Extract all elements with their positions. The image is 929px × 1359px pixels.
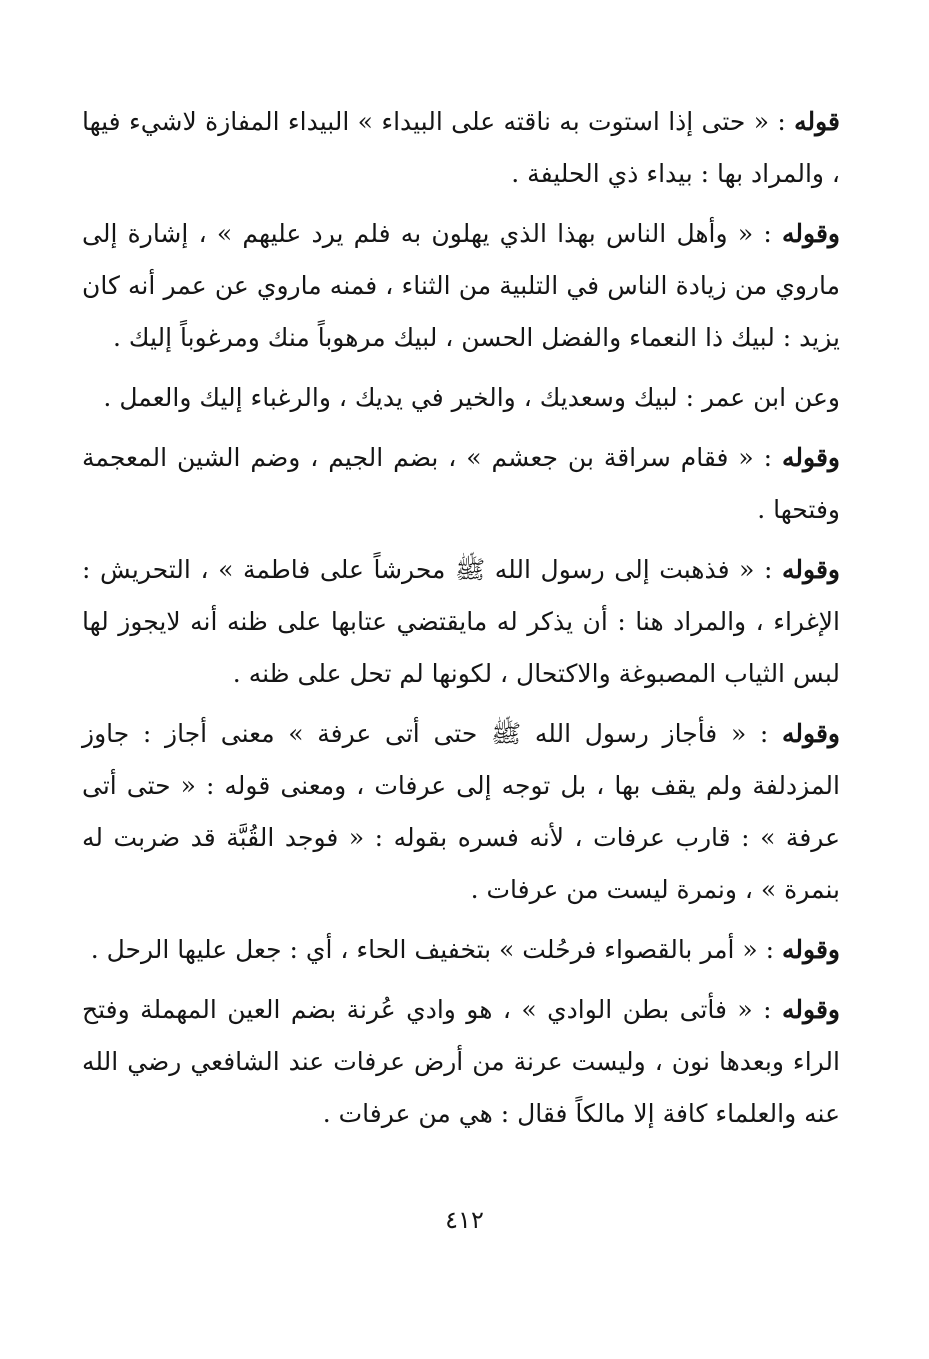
paragraph	[82, 984, 840, 1140]
paragraph-text: وعن ابن عمر : لبيك وسعديك ، والخير في يديك ، والرغباء إليك والعمل .	[103, 383, 840, 412]
paragraph	[82, 432, 840, 536]
paragraph-text: : « وأهل الناس بهذا الذي يهلون به فلم يرد عليهم » ، إشارة إلى ماروي من زيادة الناس في التلبية من الثناء ، فمنه ماروي عن عمر أنه كان يزيد : لبيك ذا النعماء والفضل الحسن ، لبيك مرهوباً منك ومرغوباً إليك .	[82, 219, 840, 352]
paragraph-lead: وقوله	[782, 719, 840, 748]
paragraph	[82, 544, 840, 700]
paragraph	[82, 96, 840, 200]
paragraph-text: : « حتى إذا استوت به ناقته على البيداء » البيداء المفازة لاشيء فيها ، والمراد بها : بيداء ذي الحليفة .	[82, 107, 840, 188]
paragraph-lead: وقوله	[782, 935, 840, 964]
paragraph-lead: وقوله	[782, 555, 840, 584]
paragraph-lead: قوله	[794, 107, 840, 136]
paragraph	[82, 208, 840, 364]
paragraph	[82, 372, 840, 424]
paragraph-text: : « أمر بالقصواء فرحُلت » بتخفيف الحاء ، أي : جعل عليها الرحل .	[90, 935, 783, 964]
paragraph-lead: وقوله	[782, 219, 840, 248]
paragraph-lead: وقوله	[782, 995, 840, 1024]
paragraph-lead: وقوله	[782, 443, 840, 472]
paragraph-text: : « فأتى بطن الوادي » ، هو وادي عُرنة بضم العين المهملة وفتح الراء وبعدها نون ، وليست عرنة من أرض عرفات عند الشافعي رضي الله عنه والعلماء كافة إلا مالكاً فقال : هي من عرفات .	[82, 995, 840, 1128]
paragraph	[82, 924, 840, 976]
body-text	[82, 96, 840, 1148]
page-number: ٤١٢	[445, 1206, 484, 1234]
paragraph-text: : « فذهبت إلى رسول الله ﷺ محرشاً على فاطمة » ، التحريش : الإغراء ، والمراد هنا : أن يذكر له مايقتضي عتابها على ظنه أنه لايجوز لها لبس الثياب المصبوغة والاكتحال ، لكونها لم تحل على ظنه .	[82, 555, 840, 688]
paragraph-text: : « فقام سراقة بن جعشم » ، بضم الجيم ، وضم الشين المعجمة وفتحها .	[82, 443, 840, 524]
paragraph-text: : « فأجاز رسول الله ﷺ حتى أتى عرفة » معنى أجاز : جاوز المزدلفة ولم يقف بها ، بل توجه إلى عرفات ، ومعنى قوله : « حتى أتى عرفة » : قارب عرفات ، لأنه فسره بقوله : « فوجد القُبَّة قد ضربت له بنمرة » ، ونمرة ليست من عرفات .	[82, 719, 840, 904]
paragraph	[82, 708, 840, 916]
